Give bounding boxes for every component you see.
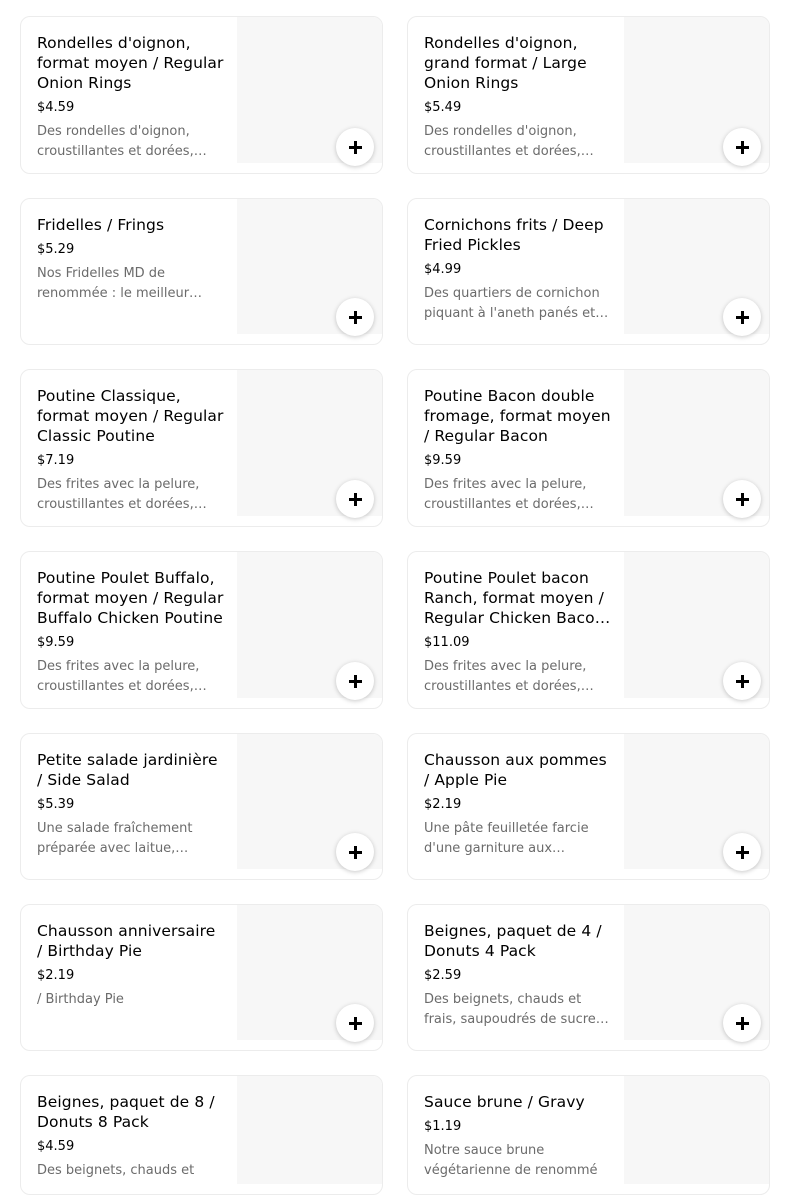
menu-item-card[interactable] [407,733,770,880]
menu-item-info [37,215,225,304]
menu-item-info [424,1092,612,1181]
plus-icon [349,846,362,859]
menu-item-image [624,1076,769,1184]
menu-item-card[interactable] [20,198,383,345]
menu-item-title: Petite salade jardinière / Side Salad [37,751,218,789]
menu-item-title: Rondelles d'oignon, grand format / Large Onion Rings [424,34,587,92]
menu-item-description: Des frites avec la pelure, croustillantes et dorées,… [37,477,207,512]
menu-item-price: $2.19 [424,797,462,812]
menu-item-description: Des beignets, chauds et [37,1163,195,1178]
menu-item-title: Poutine Poulet Buffalo, format moyen / Regular Buffalo Chicken Poutine [37,569,224,627]
menu-item-description: Des quartiers de cornichon piquant à l'aneth panés et… [424,286,609,321]
plus-icon [349,1017,362,1030]
menu-item-description: / Birthday Pie [37,992,124,1007]
menu-item-info [424,568,612,697]
menu-item-price: $9.59 [424,453,462,468]
plus-icon [736,141,749,154]
menu-item-description: Notre sauce brune végétarienne de renommé [424,1143,598,1178]
menu-item-price: $5.39 [37,797,75,812]
add-to-cart-button[interactable] [723,833,761,871]
plus-icon [349,675,362,688]
menu-item-title: Chausson aux pommes / Apple Pie [424,751,607,789]
menu-item-description: Une pâte feuilletée farcie d'une garniture aux [424,821,589,856]
add-to-cart-button[interactable] [336,128,374,166]
menu-item-card[interactable] [20,369,383,527]
menu-item-image [237,1076,382,1184]
menu-item-info [37,568,225,697]
menu-item-price: $5.49 [424,100,462,115]
menu-item-price: $2.59 [424,968,462,983]
menu-grid [20,16,770,1195]
plus-icon [736,846,749,859]
menu-item-info [424,215,612,324]
menu-item-title: Poutine Classique, format moyen / Regular Classic Poutine [37,387,224,445]
menu-item-card[interactable] [407,369,770,527]
menu-item-price: $5.29 [37,242,75,257]
menu-item-price: $11.09 [424,635,470,650]
menu-item-price: $4.59 [37,100,75,115]
menu-item-description: Des frites avec la pelure, croustillantes et dorées,… [37,659,207,694]
add-to-cart-button[interactable] [336,298,374,336]
menu-item-card[interactable] [20,551,383,709]
menu-item-card[interactable] [407,904,770,1051]
menu-item-description: Nos Fridelles MD de renommée : le meilleur [37,266,190,301]
menu-item-card[interactable] [407,1075,770,1195]
menu-item-info [424,33,612,162]
menu-item-price: $2.19 [37,968,75,983]
menu-item-price: $4.59 [37,1139,75,1154]
add-to-cart-button[interactable] [336,1004,374,1042]
menu-item-title: Poutine Poulet bacon Ranch, format moyen / Regular Chicken Baco… [424,569,611,627]
add-to-cart-button[interactable] [723,662,761,700]
plus-icon [736,311,749,324]
menu-item-info [37,750,225,859]
menu-item-info [37,1092,225,1181]
menu-item-title: Poutine Bacon double fromage, format moyen / Regular Bacon [424,387,611,445]
add-to-cart-button[interactable] [336,480,374,518]
menu-item-info [37,921,225,1010]
menu-item-info [37,33,225,162]
menu-item-info [424,386,612,515]
menu-item-card[interactable] [407,198,770,345]
menu-item-title: Beignes, paquet de 8 / Donuts 8 Pack [37,1093,215,1131]
menu-item-description: Une salade fraîchement préparée avec laitue,… [37,821,193,856]
menu-item-info [37,386,225,515]
add-to-cart-button[interactable] [723,128,761,166]
menu-item-price: $4.99 [424,262,462,277]
plus-icon [349,493,362,506]
menu-item-title: Rondelles d'oignon, format moyen / Regular Onion Rings [37,34,224,92]
menu-item-description: Des rondelles d'oignon, croustillantes et dorées,… [424,124,594,159]
menu-item-card[interactable] [20,733,383,880]
menu-item-info [424,750,612,859]
add-to-cart-button[interactable] [723,298,761,336]
plus-icon [349,311,362,324]
add-to-cart-button[interactable] [723,1004,761,1042]
menu-item-card[interactable] [20,904,383,1051]
menu-item-card[interactable] [407,551,770,709]
menu-item-price: $9.59 [37,635,75,650]
menu-item-card[interactable] [20,1075,383,1195]
menu-item-description: Des rondelles d'oignon, croustillantes et dorées,… [37,124,207,159]
menu-item-card[interactable] [20,16,383,174]
add-to-cart-button[interactable] [723,480,761,518]
add-to-cart-button[interactable] [336,833,374,871]
plus-icon [349,141,362,154]
menu-item-description: Des frites avec la pelure, croustillantes et dorées,… [424,477,594,512]
plus-icon [736,675,749,688]
menu-item-price: $1.19 [424,1119,462,1134]
menu-item-description: Des beignets, chauds et frais, saupoudrés de sucre [424,992,596,1027]
menu-item-title: Chausson anniversaire / Birthday Pie [37,922,216,960]
plus-icon [736,493,749,506]
menu-item-title: Beignes, paquet de 4 / Donuts 4 Pack [424,922,602,960]
menu-item-description: Des frites avec la pelure, croustillantes et dorées,… [424,659,594,694]
add-to-cart-button[interactable] [336,662,374,700]
menu-item-title: Sauce brune / Gravy [424,1093,585,1111]
menu-item-title: Fridelles / Frings [37,216,165,234]
menu-item-price: $7.19 [37,453,75,468]
plus-icon [736,1017,749,1030]
menu-item-title: Cornichons frits / Deep Fried Pickles [424,216,604,254]
menu-item-info [424,921,612,1030]
menu-item-card[interactable] [407,16,770,174]
